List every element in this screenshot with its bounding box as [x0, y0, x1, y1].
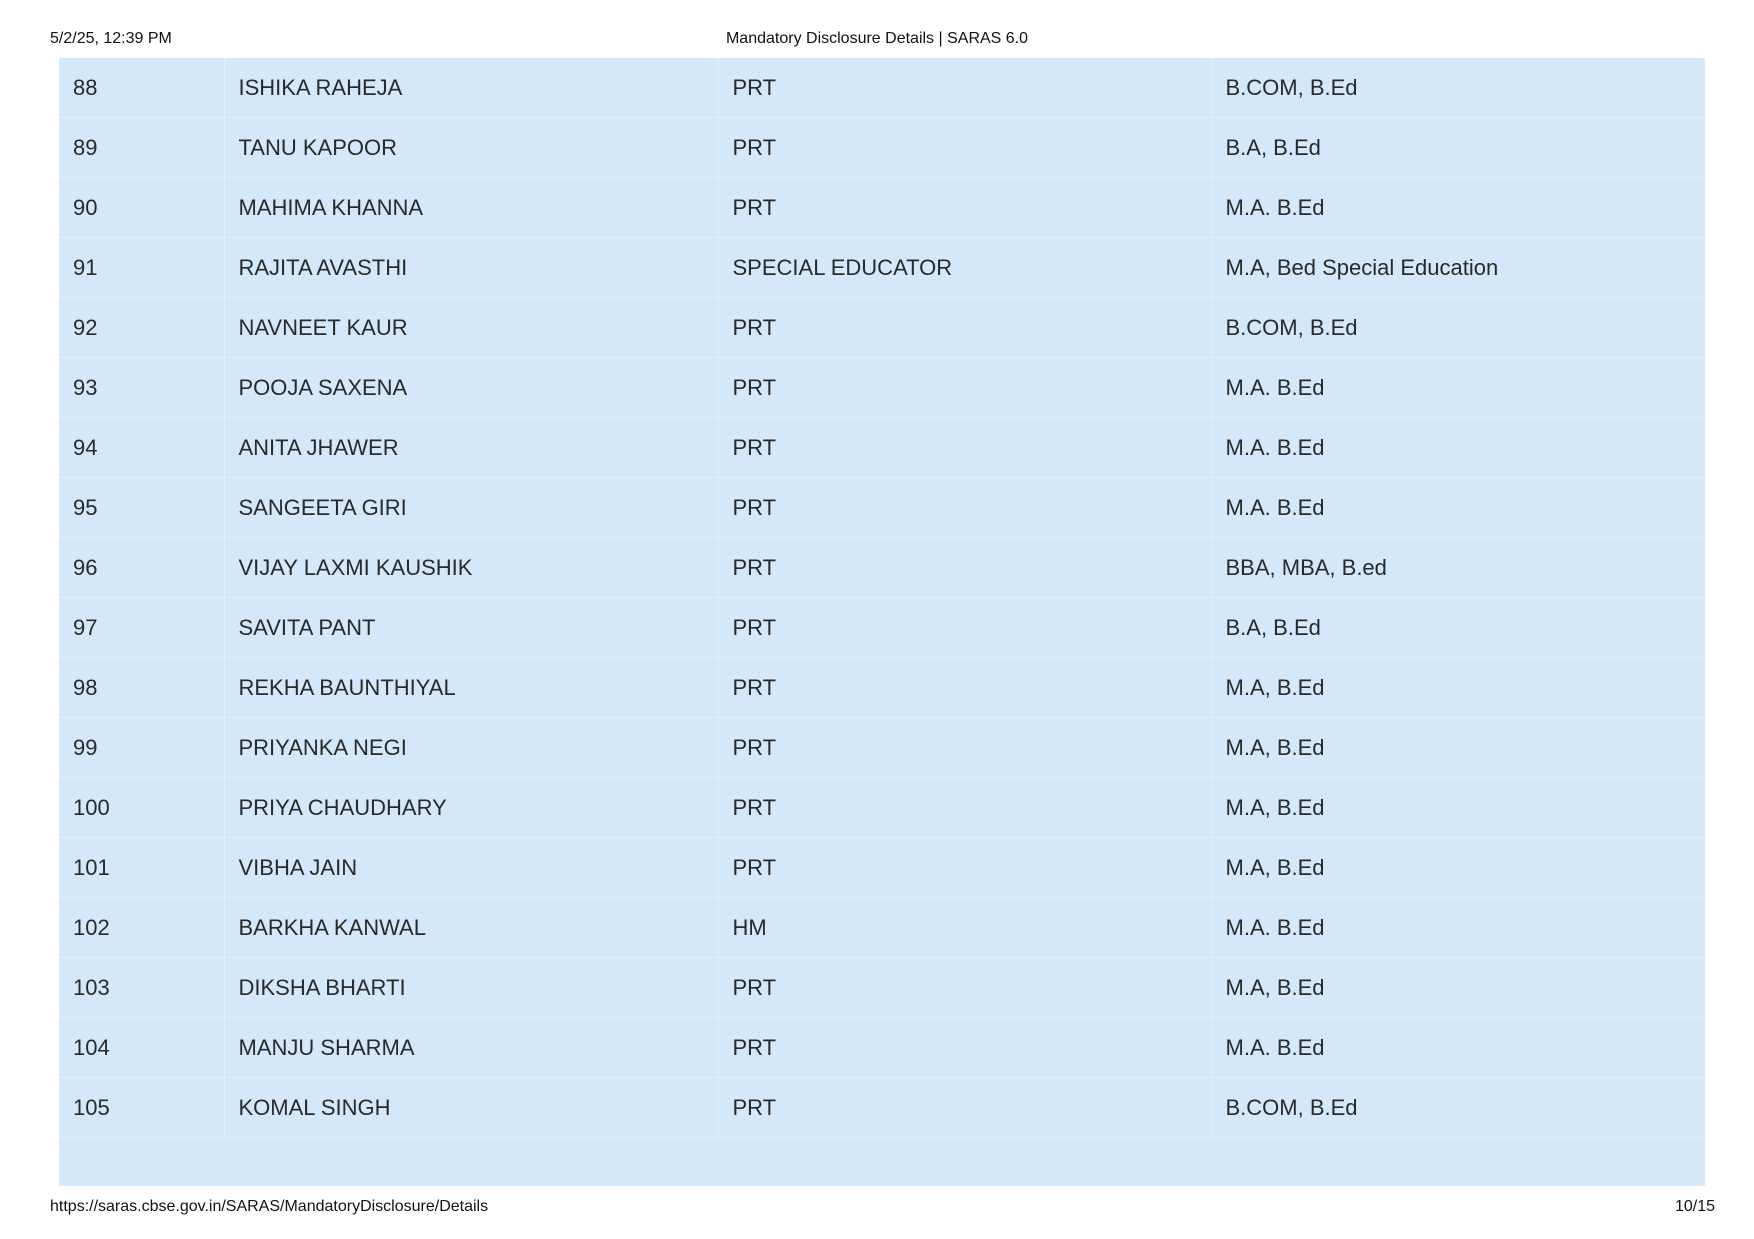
page-title: Mandatory Disclosure Details | SARAS 6.0 [725, 30, 1029, 47]
qualification-cell: M.A. B.Ed [1211, 358, 1705, 418]
qualification-cell: M.A. B.Ed [1211, 1018, 1705, 1078]
table-row [59, 298, 1705, 358]
serial-number-cell: 100 [59, 778, 224, 838]
serial-number-cell: 105 [59, 1078, 224, 1138]
table-row [59, 1078, 1705, 1138]
designation-cell: PRT [718, 1078, 1211, 1138]
designation-cell: PRT [718, 418, 1211, 478]
designation-cell: PRT [718, 358, 1211, 418]
serial-number-cell: 92 [59, 298, 224, 358]
serial-number-cell: 101 [59, 838, 224, 898]
page-number: 10/15 [1674, 1198, 1715, 1215]
serial-number-cell: 93 [59, 358, 224, 418]
staff-name-cell: DIKSHA BHARTI [224, 958, 718, 1018]
qualification-cell: B.A, B.Ed [1211, 598, 1705, 658]
staff-name-cell: MAHIMA KHANNA [224, 178, 718, 238]
serial-number-cell: 95 [59, 478, 224, 538]
staff-name-cell: MANJU SHARMA [224, 1018, 718, 1078]
designation-cell: PRT [718, 118, 1211, 178]
designation-cell: PRT [718, 178, 1211, 238]
qualification-cell: M.A, Bed Special Education [1211, 238, 1705, 298]
qualification-cell: B.COM, B.Ed [1211, 1078, 1705, 1138]
qualification-cell: M.A, B.Ed [1211, 658, 1705, 718]
designation-cell: PRT [718, 778, 1211, 838]
designation-cell: PRT [718, 838, 1211, 898]
table-row [59, 958, 1705, 1018]
table-row [59, 538, 1705, 598]
staff-name-cell: KOMAL SINGH [224, 1078, 718, 1138]
qualification-cell: M.A. B.Ed [1211, 898, 1705, 958]
qualification-cell: BBA, MBA, B.ed [1211, 538, 1705, 598]
serial-number-cell: 89 [59, 118, 224, 178]
qualification-cell: M.A, B.Ed [1211, 718, 1705, 778]
qualification-cell: M.A, B.Ed [1211, 778, 1705, 838]
serial-number-cell: 103 [59, 958, 224, 1018]
table-row [59, 1018, 1705, 1078]
designation-cell: PRT [718, 718, 1211, 778]
table-row [59, 358, 1705, 418]
serial-number-cell: 88 [59, 58, 224, 118]
serial-number-cell: 102 [59, 898, 224, 958]
qualification-cell: M.A, B.Ed [1211, 838, 1705, 898]
serial-number-cell: 94 [59, 418, 224, 478]
staff-name-cell: NAVNEET KAUR [224, 298, 718, 358]
table-row [59, 898, 1705, 958]
print-datetime: 5/2/25, 12:39 PM [50, 30, 172, 47]
staff-name-cell: REKHA BAUNTHIYAL [224, 658, 718, 718]
table-row [59, 718, 1705, 778]
table-row [59, 598, 1705, 658]
serial-number-cell: 90 [59, 178, 224, 238]
table-row [59, 658, 1705, 718]
print-header [50, 30, 1704, 50]
designation-cell: SPECIAL EDUCATOR [718, 238, 1211, 298]
staff-name-cell: VIJAY LAXMI KAUSHIK [224, 538, 718, 598]
serial-number-cell: 98 [59, 658, 224, 718]
staff-name-cell: SANGEETA GIRI [224, 478, 718, 538]
table-row [59, 778, 1705, 838]
staff-table [59, 58, 1705, 1138]
table-row [59, 418, 1705, 478]
serial-number-cell: 96 [59, 538, 224, 598]
staff-name-cell: SAVITA PANT [224, 598, 718, 658]
qualification-cell: M.A. B.Ed [1211, 478, 1705, 538]
staff-name-cell: PRIYA CHAUDHARY [224, 778, 718, 838]
staff-table-body [59, 58, 1705, 1138]
designation-cell: PRT [718, 538, 1211, 598]
designation-cell: PRT [718, 598, 1211, 658]
designation-cell: PRT [718, 58, 1211, 118]
staff-table-container [59, 58, 1705, 1186]
designation-cell: PRT [718, 658, 1211, 718]
table-row [59, 118, 1705, 178]
serial-number-cell: 99 [59, 718, 224, 778]
designation-cell: HM [718, 898, 1211, 958]
qualification-cell: M.A. B.Ed [1211, 178, 1705, 238]
staff-name-cell: PRIYANKA NEGI [224, 718, 718, 778]
staff-name-cell: ISHIKA RAHEJA [224, 58, 718, 118]
table-row [59, 838, 1705, 898]
serial-number-cell: 104 [59, 1018, 224, 1078]
qualification-cell: B.COM, B.Ed [1211, 58, 1705, 118]
staff-name-cell: POOJA SAXENA [224, 358, 718, 418]
table-row [59, 238, 1705, 298]
table-row [59, 178, 1705, 238]
page-url: https://saras.cbse.gov.in/SARAS/MandatoryDisclosure/Details [50, 1198, 489, 1215]
qualification-cell: M.A. B.Ed [1211, 418, 1705, 478]
designation-cell: PRT [718, 478, 1211, 538]
staff-name-cell: RAJITA AVASTHI [224, 238, 718, 298]
designation-cell: PRT [718, 1018, 1211, 1078]
designation-cell: PRT [718, 958, 1211, 1018]
qualification-cell: M.A, B.Ed [1211, 958, 1705, 1018]
table-row [59, 58, 1705, 118]
qualification-cell: B.COM, B.Ed [1211, 298, 1705, 358]
serial-number-cell: 91 [59, 238, 224, 298]
staff-name-cell: BARKHA KANWAL [224, 898, 718, 958]
qualification-cell: B.A, B.Ed [1211, 118, 1705, 178]
staff-name-cell: ANITA JHAWER [224, 418, 718, 478]
staff-name-cell: VIBHA JAIN [224, 838, 718, 898]
print-footer [50, 1198, 1715, 1218]
serial-number-cell: 97 [59, 598, 224, 658]
designation-cell: PRT [718, 298, 1211, 358]
table-row [59, 478, 1705, 538]
staff-name-cell: TANU KAPOOR [224, 118, 718, 178]
